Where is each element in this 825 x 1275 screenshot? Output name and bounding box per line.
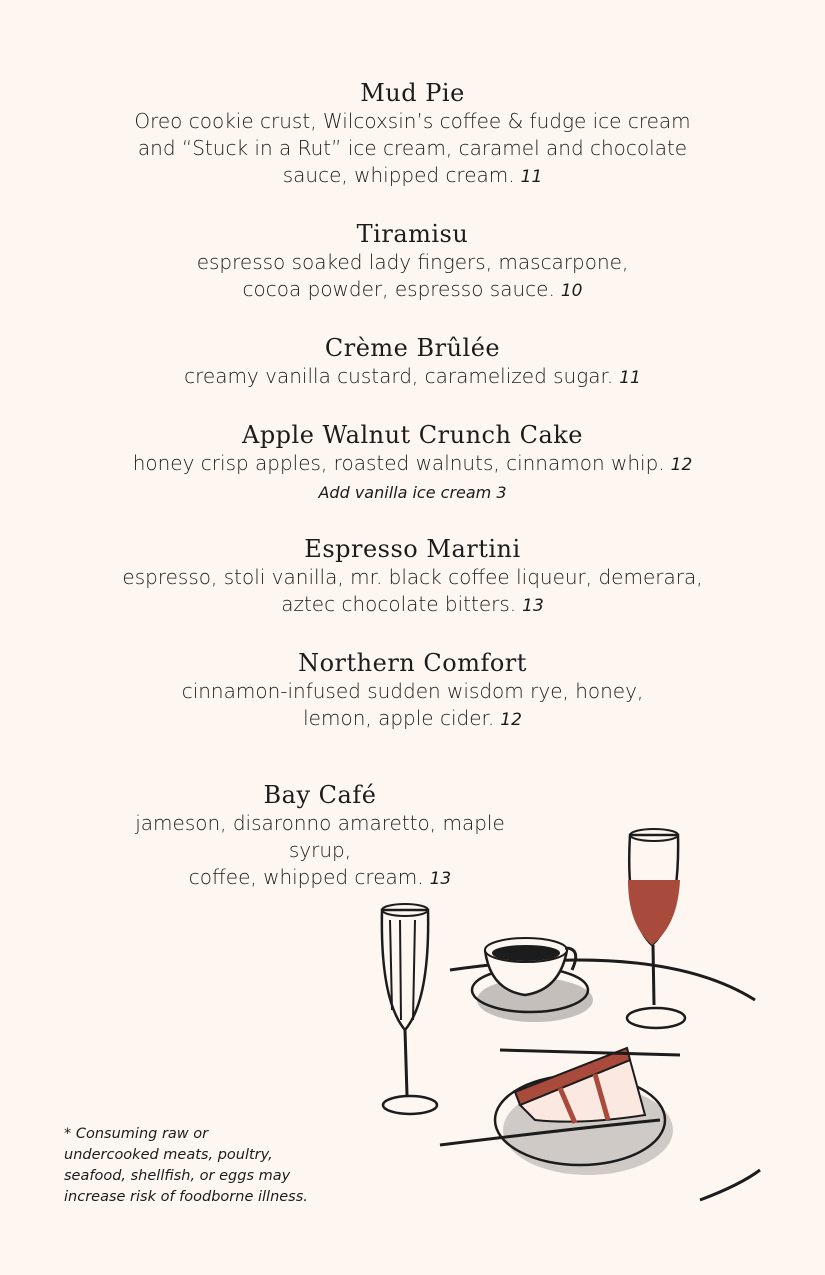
item-addon: Add vanilla ice cream 3 (318, 483, 507, 502)
drinks-and-cake-illustration (360, 820, 780, 1220)
cake-slice-icon (440, 1048, 680, 1175)
item-description: honey crisp apples, roasted walnuts, cinnamon whip. (132, 451, 665, 475)
item-name: Crème Brûlée (324, 334, 501, 362)
menu-item-mud-pie (0, 78, 825, 191)
item-price: 11 (520, 167, 543, 187)
item-price: 12 (500, 710, 522, 730)
item-name: Northern Comfort (298, 649, 527, 677)
item-price: 11 (619, 368, 641, 388)
champagne-flute-icon (382, 904, 437, 1114)
wine-glass-icon (627, 829, 685, 1028)
menu-item-tiramisu (0, 219, 825, 305)
item-description: creamy vanilla custard, caramelized sugar. (184, 364, 614, 388)
item-name: Tiramisu (356, 220, 469, 248)
item-price: 13 (429, 869, 452, 889)
menu-item-apple-walnut-crunch-cake (0, 420, 825, 506)
menu-item-creme-brulee (0, 333, 825, 392)
coffee-cup-icon (472, 938, 593, 1022)
item-name: Bay Café (263, 781, 377, 809)
item-description: jameson, disaronno amaretto, maple syrup, coffee, whipped cream. (135, 811, 505, 889)
item-price: 13 (522, 596, 544, 616)
item-name: Apple Walnut Crunch Cake (241, 421, 583, 449)
item-price: 12 (670, 455, 693, 475)
item-description: espresso, stoli vanilla, mr. black coffee liqueur, demerara, aztec chocolate bitters. (122, 565, 703, 616)
item-description: espresso soaked lady fingers, mascarpone, cocoa powder, espresso sauce. (196, 250, 629, 301)
dessert-menu (0, 78, 825, 734)
item-price: 10 (560, 281, 583, 301)
item-description: cinnamon-infused sudden wisdom rye, honey, lemon, apple cider. (181, 679, 644, 730)
food-safety-disclaimer: * Consuming raw or undercooked meats, poultry, seafood, shellfish, or eggs may increase risk of foodborne illness. (64, 1126, 308, 1205)
menu-item-espresso-martini (0, 534, 825, 620)
menu-item-northern-comfort (0, 648, 825, 734)
item-name: Espresso Martini (304, 535, 521, 563)
item-description: Oreo cookie crust, Wilcoxsin’s coffee & fudge ice cream and “Stuck in a Rut” ice cream, caramel and chocolate sauce, whipped cream. (134, 109, 691, 187)
item-name: Mud Pie (360, 79, 465, 107)
